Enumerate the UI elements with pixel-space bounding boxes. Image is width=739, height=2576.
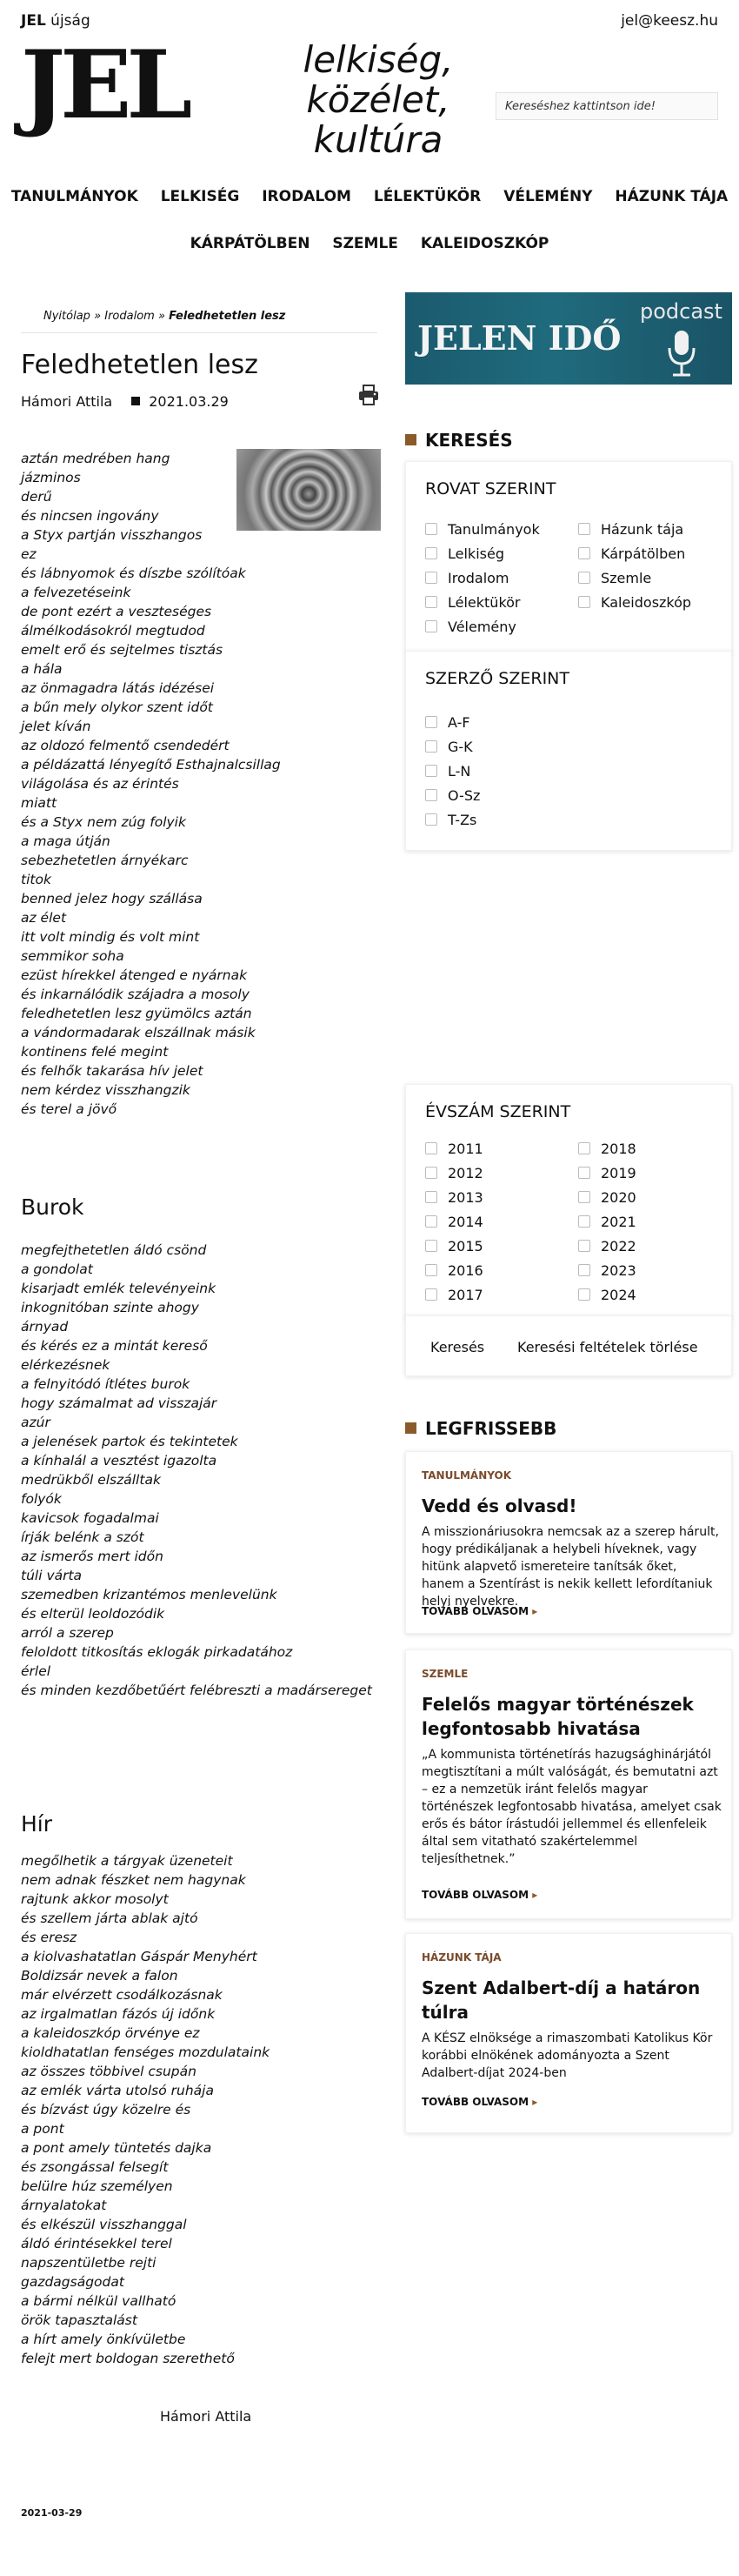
card-category[interactable]: TANULMÁNYOK [422, 1469, 512, 1482]
checkbox-icon[interactable] [578, 1215, 590, 1228]
checkbox-icon[interactable] [578, 1240, 590, 1252]
poem-line: a hála [21, 661, 63, 677]
filter-heading: SZERZŐ SZERINT [425, 669, 569, 688]
main-nav-row-1 [0, 188, 739, 205]
poem-line: ezüst hírekkel átenged e nyárnak [21, 967, 248, 983]
checkbox-icon[interactable] [425, 1191, 437, 1203]
checkbox-label: Kaleidoszkóp [601, 594, 692, 611]
card-category[interactable]: HÁZUNK TÁJA [422, 1951, 502, 1964]
checkbox-icon[interactable] [425, 1240, 437, 1252]
article-author[interactable]: Hámori Attila [21, 393, 113, 410]
microphone-icon [662, 329, 701, 378]
breadcrumb-current: Feledhetetlen lesz [169, 310, 286, 323]
arrow-icon: ▸ [532, 1605, 538, 1617]
filter-checkbox[interactable] [578, 594, 691, 611]
card-excerpt: „A kommunista történetírás hazugsághinárjától megtisztítani a múlt valóságát, és bemutatni azt – ez a nemzetük iránt felelős magyar történészek legfontosabb hivatása, amelyet csak erős és bátor írástudói jellemmel és ellenfeleik által sem vitatható szakértelemmel teljesíthetnek.” [422, 1748, 722, 1866]
checkbox-label: 2024 [601, 1287, 636, 1303]
filter-checkbox[interactable] [578, 570, 651, 586]
filter-checkbox[interactable] [425, 1238, 483, 1255]
checkbox-icon[interactable] [578, 1264, 590, 1276]
filter-checkbox[interactable] [425, 570, 509, 586]
poem-line: a bármi nélkül vallható [21, 2293, 176, 2309]
poem-line: és zsongással felsegít [21, 2159, 169, 2175]
checkbox-label: 2015 [448, 1238, 483, 1255]
poem-line: világolása és az érintés [21, 776, 179, 792]
footer-date: 2021-03-29 [21, 2507, 83, 2519]
filter-heading: ÉVSZÁM SZERINT [425, 1102, 571, 1121]
print-icon[interactable] [356, 383, 381, 407]
checkbox-icon[interactable] [578, 523, 590, 535]
latest-card[interactable] [405, 1451, 732, 1634]
poem-line: a vándormadarak elszállnak másik [21, 1025, 256, 1040]
poem-line: emelt erő és sejtelmes tisztás [21, 642, 223, 658]
card-title[interactable]: Felelős magyar történészek legfontosabb hivatása [422, 1694, 694, 1739]
filter-szerzo-panel [405, 651, 732, 851]
poem-heading-burok: Burok [21, 1194, 84, 1220]
poem-line: jázminos [21, 470, 81, 485]
poem-line: inkognitóban szinte ahogy [21, 1300, 199, 1315]
filter-checkbox[interactable] [578, 1214, 636, 1230]
checkbox-label: 2012 [448, 1165, 483, 1181]
filter-checkbox[interactable] [425, 619, 516, 635]
podcast-banner[interactable] [405, 292, 732, 385]
checkbox-icon[interactable] [578, 547, 590, 559]
breadcrumb [43, 310, 285, 323]
checkbox-label: Lelkiség [448, 545, 504, 562]
article-meta [21, 393, 229, 410]
poem-line: azúr [21, 1415, 50, 1430]
filter-checkbox[interactable] [578, 1287, 636, 1303]
checkbox-icon[interactable] [578, 596, 590, 608]
article-date: 2021.03.29 [149, 393, 229, 410]
checkbox-label: 2011 [448, 1141, 483, 1157]
filter-checkbox[interactable] [425, 739, 473, 755]
brand-label[interactable]: JEL újság [21, 12, 90, 30]
checkbox-label: Házunk tája [601, 521, 684, 538]
filter-checkbox[interactable] [578, 545, 685, 562]
poem-line: felejt mert boldogan szerethető [21, 2351, 235, 2366]
checkbox-label: T-Zs [448, 812, 477, 828]
checkbox-label: 2020 [601, 1189, 636, 1206]
article-signature: Hámori Attila [160, 2408, 252, 2425]
poem-line: kisarjadt emlék televényeink [21, 1281, 216, 1296]
poem-line: túli várta [21, 1568, 83, 1583]
checkbox-label: Lélektükör [448, 594, 521, 611]
poem-line: és szellem járta ablak ajtó [21, 1910, 198, 1926]
latest-heading: LEGFRISSEBB [405, 1418, 556, 1439]
checkbox-icon[interactable] [425, 547, 437, 559]
filter-checkbox[interactable] [425, 1287, 483, 1303]
poem-line: rajtunk akkor mosolyt [21, 1891, 169, 1907]
filter-checkbox[interactable] [425, 545, 504, 562]
poem-line: és a Styx nem zúg folyik [21, 814, 186, 830]
breadcrumb-separator: » [157, 310, 165, 323]
checkbox-label: Szemle [601, 570, 652, 586]
filter-evszam-panel [405, 1084, 732, 1319]
poem-line: kontinens felé megint [21, 1044, 169, 1060]
square-bullet-icon [405, 434, 416, 445]
checkbox-icon[interactable] [578, 1191, 590, 1203]
poem-line: a Styx partján visszhangos [21, 527, 203, 543]
poem-line: örök tapasztalást [21, 2312, 137, 2328]
filter-rovat-panel [405, 461, 732, 652]
latest-card[interactable] [405, 1933, 732, 2133]
top-bar [21, 12, 718, 31]
checkbox-icon[interactable] [425, 1142, 437, 1154]
nav-item-tanulmanyok[interactable]: TANULMÁNYOK [10, 188, 138, 205]
poem-heading-hir: Hír [21, 1811, 53, 1837]
poem-line: írják belénk a szót [21, 1529, 144, 1545]
breadcrumb-separator: » [94, 310, 102, 323]
meta-separator-icon [131, 397, 140, 405]
poem-line: és kérés ez a mintát kereső [21, 1338, 208, 1354]
read-more-link[interactable]: TOVÁBB OLVASOM ▸ [422, 2096, 538, 2108]
checkbox-label: 2017 [448, 1287, 483, 1303]
poem-line: kioldhatatlan fenséges mozdulataink [21, 2044, 270, 2060]
checkbox-label: 2013 [448, 1189, 483, 1206]
nav-item-hazunk-taja[interactable]: HÁZUNK TÁJA [615, 188, 729, 205]
tagline-line: lelkiség, [303, 38, 454, 81]
poem-line: és nincsen ingovány [21, 508, 159, 524]
search-actions [405, 1315, 732, 1376]
checkbox-label: Kárpátölben [601, 545, 686, 562]
filter-checkbox[interactable] [425, 1141, 483, 1157]
poem-line: derű [21, 489, 52, 505]
checkbox-label: 2021 [601, 1214, 636, 1230]
filter-checkbox[interactable] [578, 1189, 636, 1206]
poem-line: nem kérdez visszhangzik [21, 1082, 190, 1098]
nav-item-szemle[interactable]: SZEMLE [332, 235, 398, 252]
checkbox-label: 2014 [448, 1214, 483, 1230]
checkbox-icon[interactable] [425, 523, 437, 535]
poem-line: hogy számalmat ad visszajár [21, 1395, 217, 1411]
checkbox-label: G-K [448, 739, 473, 755]
email-link[interactable]: jel@keesz.hu [621, 12, 718, 30]
poem-line: a pont amely tüntetés dajka [21, 2140, 212, 2156]
checkbox-label: O-Sz [448, 787, 481, 804]
poem-line: érlel [21, 1663, 51, 1679]
filter-checkbox[interactable] [425, 763, 470, 779]
poem-line: és bízvást úgy közelre és [21, 2102, 191, 2118]
checkbox-icon[interactable] [425, 740, 437, 753]
arrow-icon: ▸ [532, 2096, 538, 2108]
poem-line: az emlék várta utolsó ruhája [21, 2083, 214, 2098]
poem-line: a felnyitódó ítlétes burok [21, 1376, 190, 1392]
poem-line: és inkarnálódik szájadra a mosoly [21, 987, 250, 1002]
checkbox-label: 2016 [448, 1262, 483, 1279]
nav-item-irodalom[interactable]: IRODALOM [262, 188, 351, 205]
poem-line: belülre húz személyen [21, 2178, 173, 2194]
poem-line: az irgalmatlan fázós új időnk [21, 2006, 216, 2022]
tagline-line: közélet, [306, 78, 450, 121]
poem-line: aztán medrében hang [21, 451, 170, 466]
poem-line: sebezhetetlen árnyékarc [21, 853, 189, 868]
poem-line: a pont [21, 2121, 64, 2137]
filter-checkbox[interactable] [425, 812, 476, 828]
poem-line: a jelenések partok és tekintetek [21, 1434, 238, 1449]
filter-checkbox[interactable] [425, 594, 521, 611]
poem-line: Boldizsár nevek a falon [21, 1968, 178, 1984]
checkbox-icon[interactable] [425, 1215, 437, 1228]
search-button[interactable]: Keresés [430, 1339, 485, 1355]
poem-line: ez [21, 546, 37, 562]
tagline-line: kultúra [313, 118, 443, 161]
poem-line: és minden kezdőbetűért felébreszti a madársereget [21, 1683, 372, 1698]
poem-line: a gondolat [21, 1261, 93, 1277]
poem-line: árnyalatokat [21, 2198, 107, 2213]
poem-line: feledhetetlen lesz gyümölcs aztán [21, 1006, 252, 1021]
poem-line: itt volt mindig és volt mint [21, 929, 200, 945]
poem-line: medrükből elszálltak [21, 1472, 161, 1488]
poem-line: a kínhalál a vesztést igazolta [21, 1453, 217, 1469]
poem-line: a példázattá lényegítő Esthajnalcsillag [21, 757, 281, 773]
nav-item-lelkiseg[interactable]: LELKISÉG [160, 188, 240, 205]
breadcrumb-home[interactable]: Nyitólap [43, 310, 90, 323]
poem-line: és elkészül visszhanggal [21, 2217, 187, 2232]
checkbox-icon[interactable] [425, 1264, 437, 1276]
breadcrumb-section[interactable]: Irodalom [104, 310, 155, 323]
filter-checkbox[interactable] [425, 1262, 483, 1279]
checkbox-icon[interactable] [425, 716, 437, 728]
poem-line: megfejthetetlen áldó csönd [21, 1242, 207, 1258]
filter-checkbox[interactable] [425, 787, 480, 804]
poem-line: áldó érintésekkel terel [21, 2236, 172, 2251]
poem-line: az önmagadra látás idézései [21, 680, 215, 696]
poem-line: és felhők takarása hív jelet [21, 1063, 203, 1079]
podcast-label: podcast [640, 299, 722, 324]
checkbox-icon[interactable] [425, 1167, 437, 1179]
checkbox-label: 2019 [601, 1165, 636, 1181]
checkbox-icon[interactable] [425, 1288, 437, 1301]
site-logo[interactable]: JEL [21, 30, 188, 140]
checkbox-icon[interactable] [578, 572, 590, 584]
poem-line: a maga útján [21, 833, 110, 849]
square-bullet-icon [405, 1422, 416, 1434]
poem-line: gazdagságodat [21, 2274, 124, 2290]
poem-line: a bűn mely olykor szent időt [21, 699, 213, 715]
card-category[interactable]: SZEMLE [422, 1668, 469, 1680]
poem-line: napszentületbe rejti [21, 2255, 156, 2271]
checkbox-icon[interactable] [425, 572, 437, 584]
search-input[interactable]: Kereséshez kattintson ide! [496, 92, 718, 120]
arrow-icon: ▸ [532, 1889, 538, 1901]
poem-line: elérkezésnek [21, 1357, 110, 1373]
poem-body [21, 1241, 372, 1700]
poem-line: és eresz [21, 1930, 77, 1945]
poem-line: árnyad [21, 1319, 69, 1335]
poem-line: és lábnyomok és díszbe szólítóak [21, 565, 246, 581]
nav-item-lelektukor[interactable]: LÉLEKTÜKÖR [373, 188, 482, 205]
card-excerpt: A KÉSZ elnöksége a rimaszombati Katolikus Kör korábbi elnökének adományozta a Szent Adalbert-díjat 2024-ben [422, 2031, 713, 2080]
poem-line: az oldozó felmentő csendedért [21, 738, 230, 753]
checkbox-label: 2022 [601, 1238, 636, 1255]
checkbox-label: A-F [448, 714, 470, 731]
nav-item-kaleidoszkop[interactable]: KALEIDOSZKÓP [420, 235, 549, 252]
poem-line: az ismerős mert időn [21, 1549, 163, 1564]
poem-line: miatt [21, 795, 57, 811]
checkbox-label: Irodalom [448, 570, 509, 586]
checkbox-icon[interactable] [425, 596, 437, 608]
poem-line: és elterül leoldozódik [21, 1606, 165, 1622]
poem-line: a hírt amely önkívületbe [21, 2332, 186, 2347]
site-tagline [287, 40, 469, 160]
breadcrumb-divider [21, 332, 377, 333]
poem-body [21, 449, 281, 1119]
read-more-link[interactable]: TOVÁBB OLVASOM ▸ [422, 1889, 538, 1901]
poem-line: a kiolvashatatlan Gáspár Menyhért [21, 1949, 257, 1964]
poem-line: feloldott titkosítás eklogák pirkadatához [21, 1644, 293, 1660]
poem-line: álmélkodásokról megtudod [21, 623, 205, 639]
checkbox-icon[interactable] [425, 813, 437, 826]
filter-checkbox[interactable] [425, 521, 540, 538]
filter-checkbox[interactable] [578, 1238, 636, 1255]
poem-line: az élet [21, 910, 67, 926]
checkbox-label: Vélemény [448, 619, 516, 635]
filter-checkbox[interactable] [578, 521, 683, 538]
checkbox-icon[interactable] [578, 1142, 590, 1154]
poem-line: titok [21, 872, 51, 887]
search-heading: KERESÉS [405, 430, 513, 451]
checkbox-icon[interactable] [425, 765, 437, 777]
poem-body [21, 1851, 270, 2368]
clear-filters-button[interactable]: Keresési feltételek törlése [517, 1339, 698, 1355]
poem-line: nem adnak fészket nem hagynak [21, 1872, 246, 1888]
podcast-title: JELEN IDŐ [417, 318, 622, 358]
nav-item-velemeny[interactable]: VÉLEMÉNY [503, 188, 593, 205]
checkbox-label: Tanulmányok [448, 521, 540, 538]
poem-line: szemedben krizantémos menlevelünk [21, 1587, 277, 1602]
main-nav-row-2 [0, 235, 739, 252]
nav-item-karpatolben[interactable]: KÁRPÁTÖLBEN [190, 235, 310, 252]
poem-line: a felvezetéseink [21, 585, 131, 600]
poem-line: jelet kíván [21, 719, 91, 734]
checkbox-icon[interactable] [425, 620, 437, 632]
checkbox-label: L-N [448, 763, 471, 779]
poem-line: már elvérzett csodálkozásnak [21, 1987, 223, 2003]
checkbox-label: 2023 [601, 1262, 636, 1279]
article-title: Feledhetetlen lesz [21, 350, 258, 380]
checkbox-label: 2018 [601, 1141, 636, 1157]
filter-checkbox[interactable] [425, 714, 470, 731]
checkbox-icon[interactable] [578, 1167, 590, 1179]
poem-line: benned jelez hogy szállása [21, 891, 203, 907]
poem-line: semmikor soha [21, 948, 124, 964]
checkbox-icon[interactable] [578, 1288, 590, 1301]
filter-checkbox[interactable] [425, 1165, 483, 1181]
card-title[interactable]: Szent Adalbert-díj a határon túlra [422, 1977, 701, 2023]
filter-checkbox[interactable] [578, 1262, 636, 1279]
poem-line: a kaleidoszkóp örvénye ez [21, 2025, 200, 2041]
poem-line: megőlhetik a tárgyak üzeneteit [21, 1853, 233, 1869]
filter-checkbox[interactable] [578, 1165, 636, 1181]
card-title[interactable]: Vedd és olvasd! [422, 1495, 577, 1516]
poem-line: de pont ezért a veszteséges [21, 604, 212, 619]
filter-checkbox[interactable] [425, 1214, 483, 1230]
latest-card[interactable] [405, 1649, 732, 1919]
filter-heading: ROVAT SZERINT [425, 479, 556, 498]
poem-line: folyók [21, 1491, 62, 1507]
card-excerpt: A misszionáriusokra nemcsak az a szerep hárult, hogy prédikáljanak a helybeli híveknek, vagy hitünk alapvető ismereteire tanítsák őket, hanem a Szentírást is nekik kellett lefordítaniuk helyi nyelvekre. [422, 1525, 719, 1609]
filter-checkbox[interactable] [425, 1189, 483, 1206]
read-more-link[interactable]: TOVÁBB OLVASOM ▸ [422, 1605, 538, 1617]
poem-line: és terel a jövő [21, 1101, 117, 1117]
filter-checkbox[interactable] [578, 1141, 636, 1157]
checkbox-icon[interactable] [425, 789, 437, 801]
poem-line: az összes többivel csupán [21, 2064, 196, 2079]
poem-line: arról a szerep [21, 1625, 114, 1641]
poem-line: kavicsok fogadalmai [21, 1510, 159, 1526]
